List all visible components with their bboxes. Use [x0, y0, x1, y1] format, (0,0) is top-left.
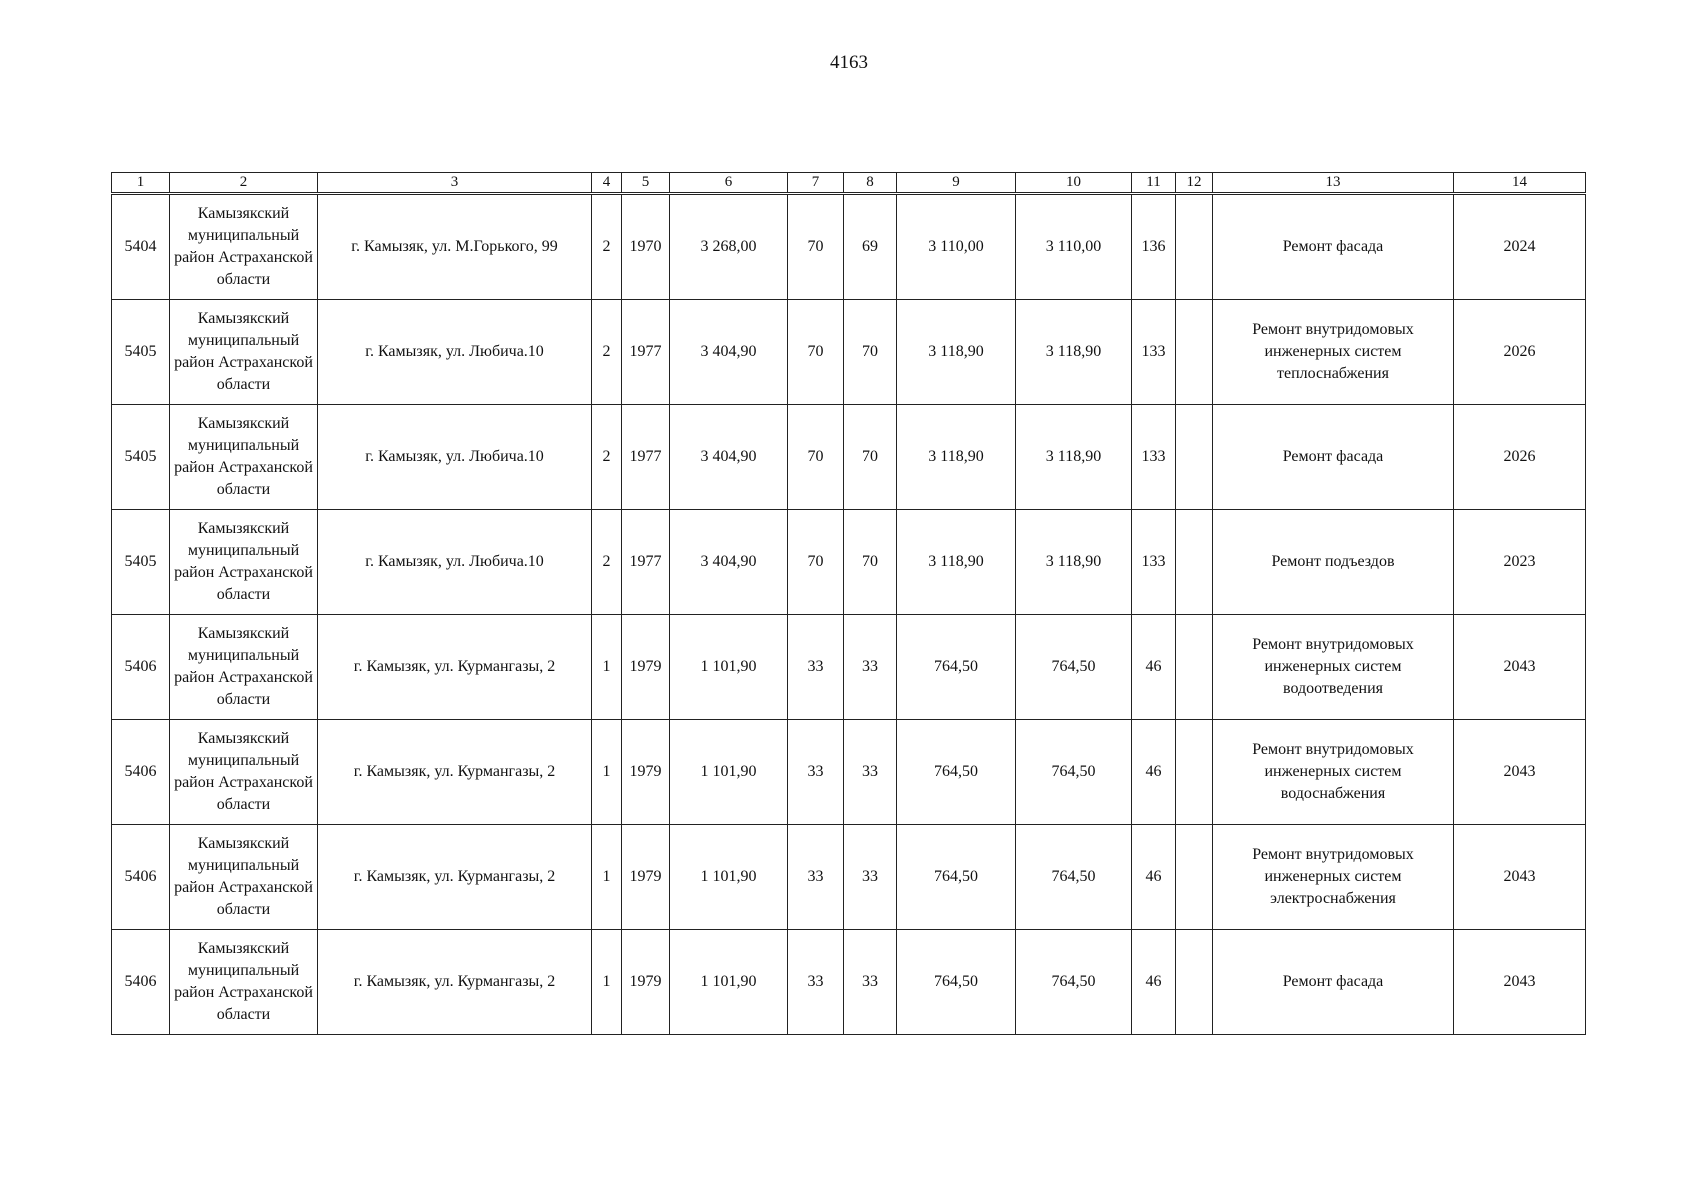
- col9-cell: 3 118,90: [897, 300, 1016, 405]
- col6-cell: 1 101,90: [670, 825, 788, 930]
- table-row: [112, 194, 1586, 300]
- col9-cell: 764,50: [897, 825, 1016, 930]
- district-cell: Камызякский муниципальный район Астраханской области: [170, 405, 318, 510]
- header-cell: 2: [170, 173, 318, 194]
- col7-cell: 70: [788, 405, 844, 510]
- col4-cell: 1: [592, 825, 622, 930]
- district-cell: Камызякский муниципальный район Астраханской области: [170, 300, 318, 405]
- year-built-cell: 1979: [622, 825, 670, 930]
- table-row: [112, 720, 1586, 825]
- table-row: [112, 615, 1586, 720]
- col6-cell: 3 404,90: [670, 300, 788, 405]
- col7-cell: 33: [788, 825, 844, 930]
- col6-cell: 1 101,90: [670, 930, 788, 1035]
- table-row: [112, 300, 1586, 405]
- col9-cell: 764,50: [897, 615, 1016, 720]
- header-row: [112, 173, 1586, 194]
- col8-cell: 33: [844, 615, 897, 720]
- col11-cell: 46: [1132, 615, 1176, 720]
- col7-cell: 33: [788, 615, 844, 720]
- district-cell: Камызякский муниципальный район Астраханской области: [170, 825, 318, 930]
- col10-cell: 3 118,90: [1016, 300, 1132, 405]
- col11-cell: 136: [1132, 194, 1176, 300]
- district-cell: Камызякский муниципальный район Астраханской области: [170, 720, 318, 825]
- table-row: [112, 510, 1586, 615]
- work-type-cell: Ремонт внутридомовых инженерных систем электроснабжения: [1213, 825, 1454, 930]
- district-cell: Камызякский муниципальный район Астраханской области: [170, 194, 318, 300]
- col6-cell: 1 101,90: [670, 720, 788, 825]
- col7-cell: 33: [788, 930, 844, 1035]
- col6-cell: 1 101,90: [670, 615, 788, 720]
- row-number: 5404: [112, 194, 170, 300]
- address-cell: г. Камызяк, ул. Любича.10: [318, 300, 592, 405]
- header-cell: 14: [1454, 173, 1586, 194]
- work-type-cell: Ремонт внутридомовых инженерных систем теплоснабжения: [1213, 300, 1454, 405]
- address-cell: г. Камызяк, ул. Любича.10: [318, 405, 592, 510]
- header-cell: 6: [670, 173, 788, 194]
- work-type-cell: Ремонт подъездов: [1213, 510, 1454, 615]
- year-built-cell: 1979: [622, 720, 670, 825]
- district-cell: Камызякский муниципальный район Астраханской области: [170, 510, 318, 615]
- col9-cell: 764,50: [897, 930, 1016, 1035]
- col12-cell: [1176, 300, 1213, 405]
- header-cell: 4: [592, 173, 622, 194]
- table-row: [112, 405, 1586, 510]
- col11-cell: 133: [1132, 510, 1176, 615]
- repair-register-table: [111, 172, 1586, 1035]
- year-built-cell: 1979: [622, 930, 670, 1035]
- address-cell: г. Камызяк, ул. Любича.10: [318, 510, 592, 615]
- header-cell: 13: [1213, 173, 1454, 194]
- col9-cell: 3 110,00: [897, 194, 1016, 300]
- header-cell: 10: [1016, 173, 1132, 194]
- header-cell: 1: [112, 173, 170, 194]
- col8-cell: 70: [844, 405, 897, 510]
- col4-cell: 1: [592, 720, 622, 825]
- col7-cell: 70: [788, 510, 844, 615]
- col10-cell: 3 118,90: [1016, 405, 1132, 510]
- year-built-cell: 1977: [622, 300, 670, 405]
- col10-cell: 764,50: [1016, 615, 1132, 720]
- address-cell: г. Камызяк, ул. Курмангазы, 2: [318, 825, 592, 930]
- col8-cell: 33: [844, 825, 897, 930]
- row-number: 5406: [112, 720, 170, 825]
- header-cell: 3: [318, 173, 592, 194]
- col9-cell: 764,50: [897, 720, 1016, 825]
- address-cell: г. Камызяк, ул. М.Горького, 99: [318, 194, 592, 300]
- col11-cell: 46: [1132, 930, 1176, 1035]
- col4-cell: 2: [592, 300, 622, 405]
- address-cell: г. Камызяк, ул. Курмангазы, 2: [318, 615, 592, 720]
- header-cell: 5: [622, 173, 670, 194]
- table-row: [112, 825, 1586, 930]
- col7-cell: 70: [788, 194, 844, 300]
- planned-year-cell: 2043: [1454, 825, 1586, 930]
- col8-cell: 33: [844, 930, 897, 1035]
- planned-year-cell: 2026: [1454, 405, 1586, 510]
- col4-cell: 1: [592, 930, 622, 1035]
- header-cell: 11: [1132, 173, 1176, 194]
- year-built-cell: 1977: [622, 405, 670, 510]
- work-type-cell: Ремонт фасада: [1213, 405, 1454, 510]
- col10-cell: 764,50: [1016, 720, 1132, 825]
- col6-cell: 3 268,00: [670, 194, 788, 300]
- planned-year-cell: 2043: [1454, 930, 1586, 1035]
- col10-cell: 3 118,90: [1016, 510, 1132, 615]
- col4-cell: 2: [592, 194, 622, 300]
- col9-cell: 3 118,90: [897, 405, 1016, 510]
- row-number: 5405: [112, 405, 170, 510]
- col12-cell: [1176, 930, 1213, 1035]
- col7-cell: 33: [788, 720, 844, 825]
- planned-year-cell: 2043: [1454, 615, 1586, 720]
- header-cell: 8: [844, 173, 897, 194]
- planned-year-cell: 2023: [1454, 510, 1586, 615]
- col4-cell: 1: [592, 615, 622, 720]
- col4-cell: 2: [592, 510, 622, 615]
- col6-cell: 3 404,90: [670, 405, 788, 510]
- col11-cell: 133: [1132, 300, 1176, 405]
- row-number: 5406: [112, 825, 170, 930]
- work-type-cell: Ремонт внутридомовых инженерных систем водоотведения: [1213, 615, 1454, 720]
- district-cell: Камызякский муниципальный район Астраханской области: [170, 615, 318, 720]
- col12-cell: [1176, 194, 1213, 300]
- col11-cell: 46: [1132, 720, 1176, 825]
- col10-cell: 764,50: [1016, 930, 1132, 1035]
- col11-cell: 46: [1132, 825, 1176, 930]
- page-number: 4163: [830, 52, 868, 73]
- col8-cell: 69: [844, 194, 897, 300]
- header-cell: 12: [1176, 173, 1213, 194]
- year-built-cell: 1977: [622, 510, 670, 615]
- work-type-cell: Ремонт фасада: [1213, 930, 1454, 1035]
- planned-year-cell: 2026: [1454, 300, 1586, 405]
- work-type-cell: Ремонт внутридомовых инженерных систем водоснабжения: [1213, 720, 1454, 825]
- col12-cell: [1176, 405, 1213, 510]
- col4-cell: 2: [592, 405, 622, 510]
- col12-cell: [1176, 825, 1213, 930]
- work-type-cell: Ремонт фасада: [1213, 194, 1454, 300]
- col8-cell: 33: [844, 720, 897, 825]
- address-cell: г. Камызяк, ул. Курмангазы, 2: [318, 720, 592, 825]
- row-number: 5405: [112, 510, 170, 615]
- header-cell: 7: [788, 173, 844, 194]
- row-number: 5406: [112, 930, 170, 1035]
- row-number: 5406: [112, 615, 170, 720]
- district-cell: Камызякский муниципальный район Астраханской области: [170, 930, 318, 1035]
- col10-cell: 764,50: [1016, 825, 1132, 930]
- col9-cell: 3 118,90: [897, 510, 1016, 615]
- col10-cell: 3 110,00: [1016, 194, 1132, 300]
- row-number: 5405: [112, 300, 170, 405]
- table-row: [112, 930, 1586, 1035]
- year-built-cell: 1970: [622, 194, 670, 300]
- col12-cell: [1176, 510, 1213, 615]
- col12-cell: [1176, 615, 1213, 720]
- planned-year-cell: 2043: [1454, 720, 1586, 825]
- year-built-cell: 1979: [622, 615, 670, 720]
- col8-cell: 70: [844, 300, 897, 405]
- planned-year-cell: 2024: [1454, 194, 1586, 300]
- header-cell: 9: [897, 173, 1016, 194]
- col7-cell: 70: [788, 300, 844, 405]
- col8-cell: 70: [844, 510, 897, 615]
- address-cell: г. Камызяк, ул. Курмангазы, 2: [318, 930, 592, 1035]
- col11-cell: 133: [1132, 405, 1176, 510]
- col6-cell: 3 404,90: [670, 510, 788, 615]
- col12-cell: [1176, 720, 1213, 825]
